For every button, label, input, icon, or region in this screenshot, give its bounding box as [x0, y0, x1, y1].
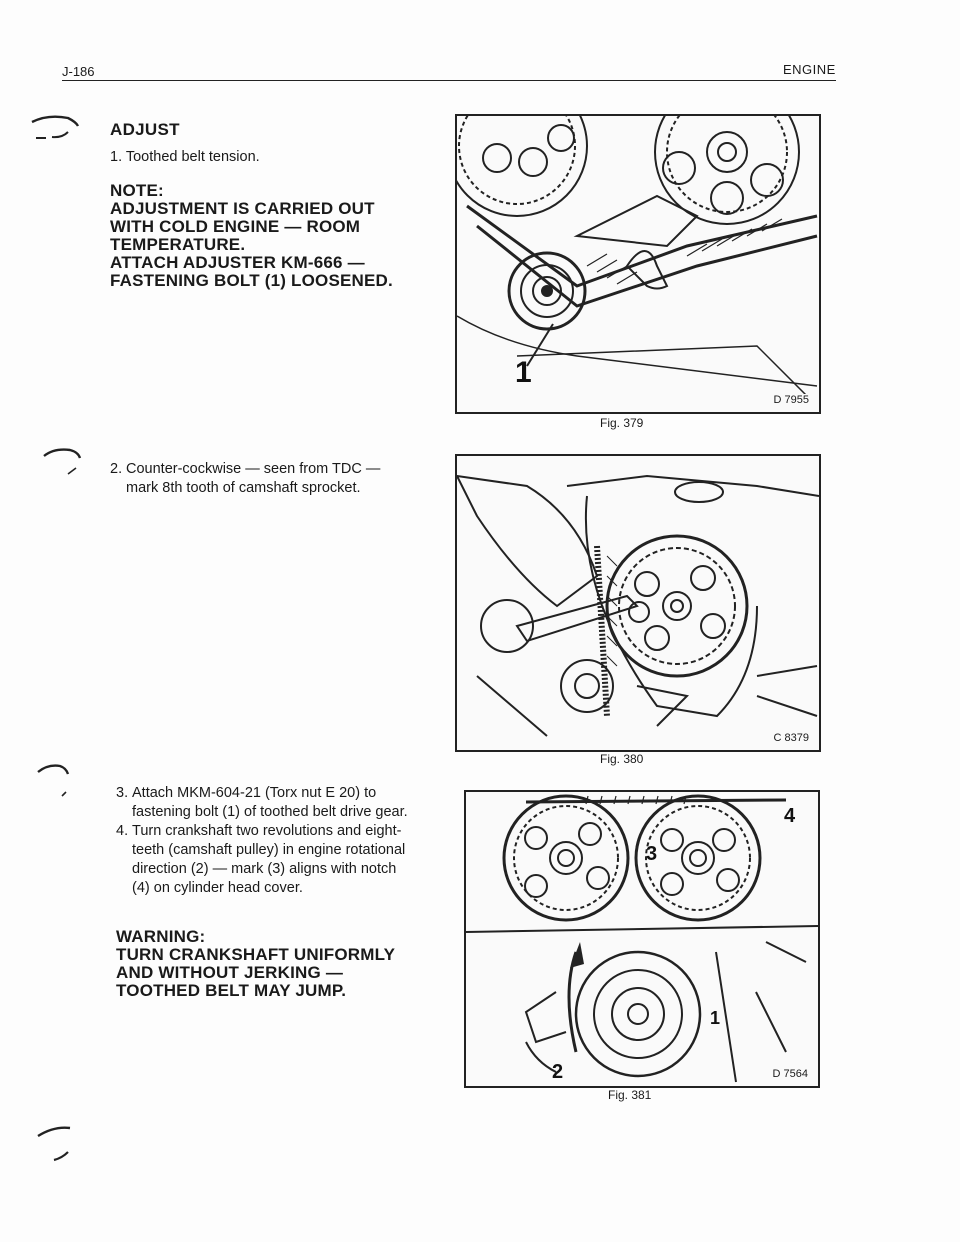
note-line: WITH COLD ENGINE — ROOM: [110, 217, 361, 236]
fig381-caption: Fig. 381: [608, 1088, 652, 1102]
margin-mark-4: [34, 1118, 84, 1178]
warning-block: [116, 928, 436, 1000]
warning-line: TURN CRANKSHAFT UNIFORMLY: [116, 945, 396, 964]
figure-379-timing-belt-adjuster: [455, 114, 821, 414]
fig381-label-2: 2: [552, 1061, 564, 1083]
note-line: NOTE:: [110, 181, 164, 200]
fig381-code: D 7564: [772, 1068, 808, 1080]
fig381-label-1: 1: [710, 1008, 721, 1028]
step-2-number: 2.: [110, 461, 123, 477]
fig380-caption: Fig. 380: [600, 752, 644, 766]
note-line: TEMPERATURE.: [110, 235, 246, 254]
fig380-code: C 8379: [773, 732, 809, 744]
adjust-note: [110, 182, 420, 290]
step-2: [110, 460, 400, 498]
margin-mark-2: [40, 444, 90, 484]
fig381-label-3: 3: [646, 843, 658, 865]
fig379-code: D 7955: [773, 394, 809, 406]
figure-379-drawing: [457, 116, 819, 412]
steps-3-4: [116, 784, 416, 898]
warning-line: AND WITHOUT JERKING —: [116, 963, 344, 982]
fig381-label-4: 4: [784, 805, 796, 827]
note-line: ATTACH ADJUSTER KM-666 —: [110, 253, 365, 272]
fig379-caption: Fig. 379: [600, 416, 644, 430]
step-4-text: Turn crankshaft two revolutions and eight-teeth (camshaft pulley) in engine rotational direction (2) — mark (3) aligns with notch (4) on cylinder head cover.: [132, 823, 406, 896]
margin-mark-1: [28, 112, 88, 152]
figure-381-drawing: [466, 792, 818, 1086]
step-3-number: 3.: [116, 785, 129, 801]
step-4-number: 4.: [116, 823, 129, 839]
figure-381-alignment-marks: [464, 790, 820, 1088]
page-number: J-186: [62, 64, 95, 79]
adjust-heading: ADJUST: [110, 120, 180, 139]
warning-line: WARNING:: [116, 927, 206, 946]
figure-380-drawing: [457, 456, 819, 750]
step-3-text: Attach MKM-604-21 (Torx nut E 20) to fastening bolt (1) of toothed belt drive gear.: [132, 785, 408, 820]
margin-mark-3: [34, 758, 84, 808]
figure-380-marking-sprocket: [455, 454, 821, 752]
note-line: ADJUSTMENT IS CARRIED OUT: [110, 199, 375, 218]
step-2-text: Counter-cockwise — seen from TDC — mark 8th tooth of camshaft sprocket.: [126, 461, 381, 496]
header-rule: [62, 80, 836, 81]
step-1-text: 1. Toothed belt tension.: [110, 149, 260, 165]
warning-line: TOOTHED BELT MAY JUMP.: [116, 981, 347, 1000]
fig379-label-1: 1: [515, 356, 532, 389]
note-line: FASTENING BOLT (1) LOOSENED.: [110, 271, 393, 290]
section-title: ENGINE: [783, 62, 836, 77]
